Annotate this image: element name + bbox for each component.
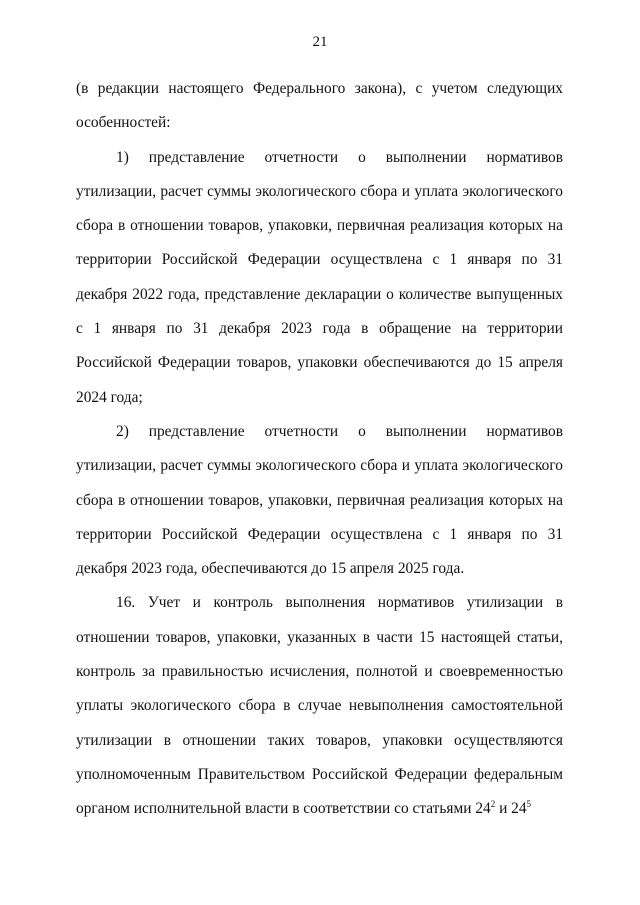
paragraph-item-1: 1) представление отчетности о выполнении нормативов утилизации, расчет суммы экологического сбора и уплата экологического сбора в отношении товаров, упаковки, первичная реализация которых на территории Российской Федерации осуществлена с 1 января по 31 декабря 2022 года, представление декларации о количестве выпущенных с 1 января по 31 декабря 2023 года в обращение на территории Российской Федерации товаров, упаковки обеспечиваются до 15 апреля 2024 года;: [76, 148, 563, 406]
page-number: 21: [312, 34, 328, 50]
paragraph-section-16-and: и 24: [495, 800, 527, 818]
paragraph-continuation: (в редакции настоящего Федерального закона), с учетом следующих особенностей:: [76, 80, 563, 132]
superscript-article-5: 5: [526, 799, 532, 810]
superscript-article-2: 2: [490, 799, 496, 810]
document-body: [76, 72, 563, 827]
paragraph-section-16-text: 16. Учет и контроль выполнения нормативов утилизации в отношении товаров, упаковки, указанных в части 15 настоящей статьи, контроль за правильностью исчисления, полнотой и своевременностью уплаты экологического сбора в случае невыполнения самостоятельной утилизации в отношении таких товаров, упаковки осуществляются уполномоченным Правительством Российской Федерации федеральным органом исполнительной власти в соответствии со статьями 24: [76, 594, 563, 818]
paragraph-section-16: [76, 586, 563, 826]
paragraph-item-2: 2) представление отчетности о выполнении нормативов утилизации, расчет суммы экологического сбора и уплата экологического сбора в отношении товаров, упаковки, первичная реализация которых на территории Российской Федерации осуществлена с 1 января по 31 декабря 2023 года, обеспечиваются до 15 апреля 2025 года.: [76, 422, 563, 578]
